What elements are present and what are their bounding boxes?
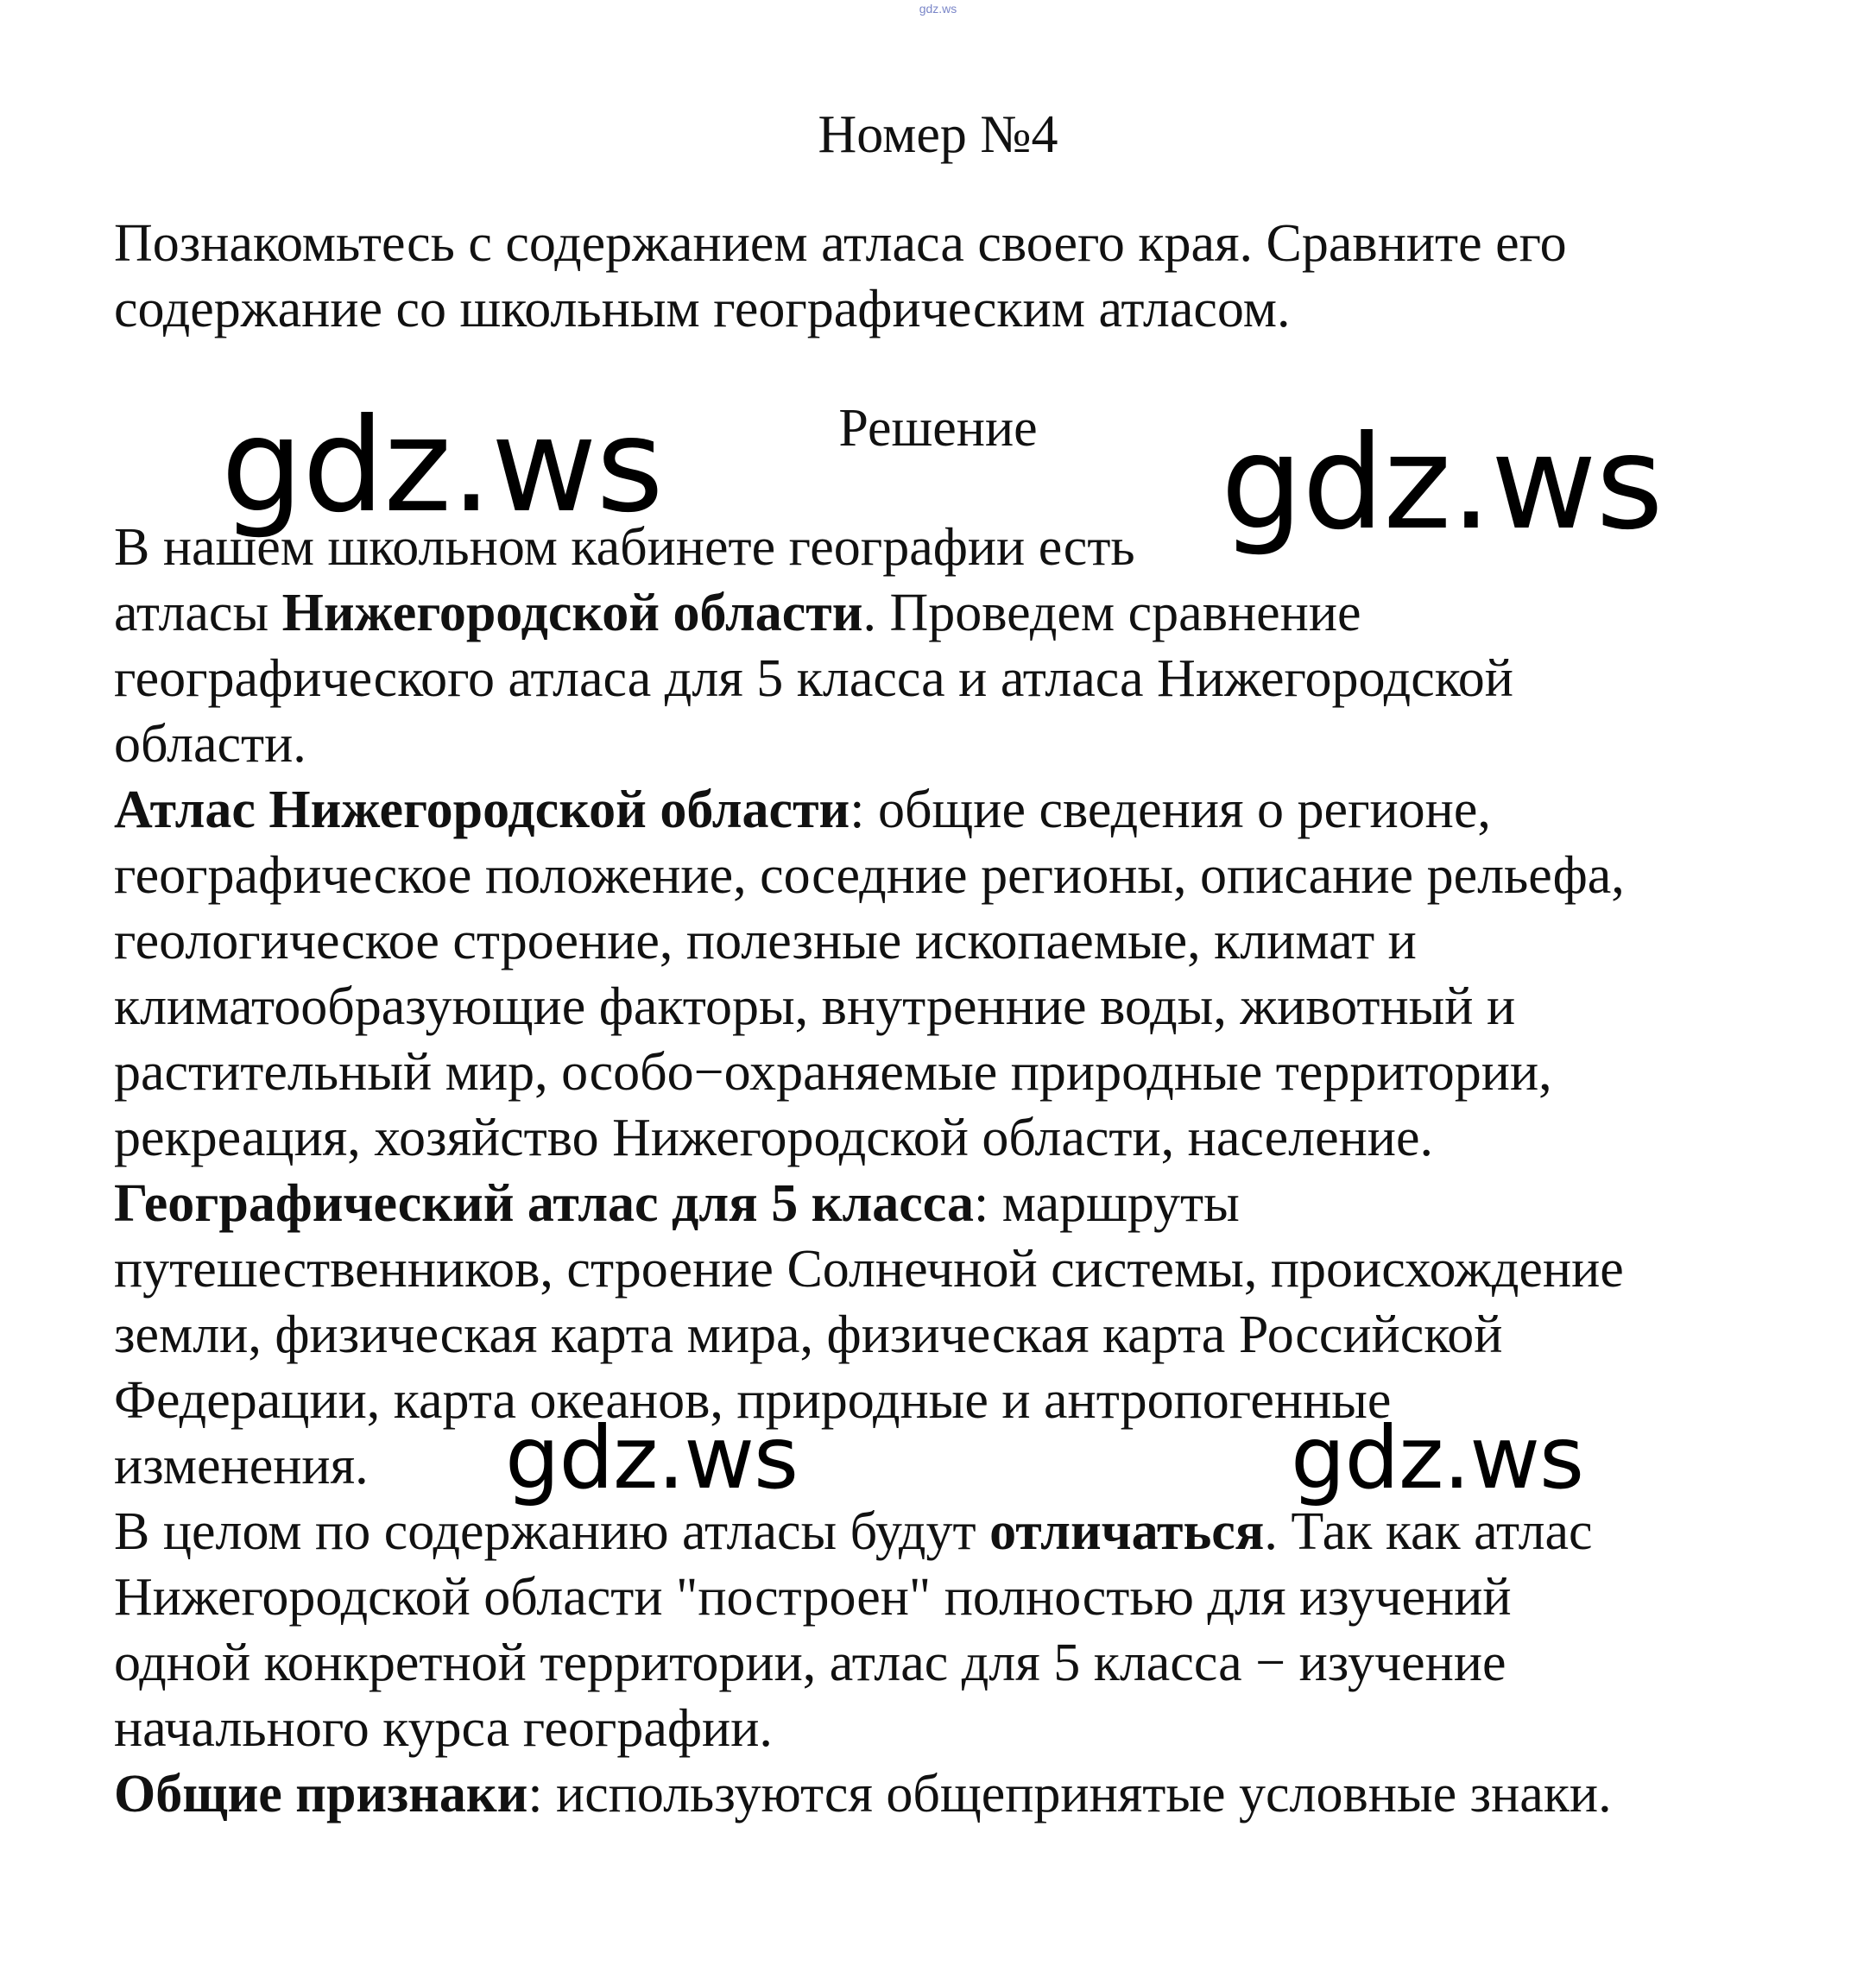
text-run: В целом по содержанию атласы будут [114, 1502, 990, 1561]
watermark: gdz.ws [505, 1407, 799, 1508]
watermark: gdz.ws [221, 391, 663, 541]
solution-heading: Решение [838, 399, 1038, 458]
answer-line: изменения. [114, 1437, 369, 1495]
answer-line: растительный мир, особо−охраняемые природные территории, [114, 1043, 1552, 1102]
text-run: атласы [114, 584, 282, 642]
page-title: Номер №4 [818, 105, 1058, 164]
watermark: gdz.ws [1221, 408, 1663, 559]
answer-line: начального курса географии. [114, 1699, 773, 1758]
text-run: . Проведем сравнение [862, 584, 1361, 642]
text-run: : общие сведения о регионе, [850, 781, 1491, 839]
answer-line: климатообразующие факторы, внутренние воды, животный и [114, 977, 1516, 1036]
text-run: : используются общепринятые условные знаки. [527, 1765, 1612, 1823]
bold-term: отличаться [989, 1502, 1265, 1561]
answer-line [114, 580, 1780, 646]
bold-term: Атлас Нижегородской области [114, 781, 850, 839]
top-watermark-text: gdz.ws [919, 2, 957, 16]
answer-line: Федерации, карта океанов, природные и антропогенные [114, 1371, 1392, 1430]
answer-line: Нижегородской области "построен" полностью для изучений [114, 1568, 1512, 1627]
answer-line [114, 777, 1780, 843]
answer-line: В нашем школьном кабинете географии есть [114, 518, 1135, 577]
bold-term: Нижегородской области [281, 584, 863, 642]
watermark: gdz.ws [1291, 1407, 1584, 1508]
answer-line: земли, физическая карта мира, физическая карта Российской [114, 1305, 1503, 1364]
answer-line: геологическое строение, полезные ископаемые, климат и [114, 912, 1417, 970]
answer-line: географическое положение, соседние регионы, описание рельефа, [114, 846, 1625, 905]
bold-term: Общие признаки [114, 1765, 528, 1823]
answer-line: одной конкретной территории, атлас для 5 класса − изучение [114, 1634, 1506, 1692]
task-text [114, 211, 1780, 342]
answer-text [114, 515, 1780, 1827]
answer-line: географического атласа для 5 класса и атласа Нижегородской [114, 649, 1513, 708]
bold-term: Географический атлас для 5 класса [114, 1174, 975, 1233]
text-run: : маршруты [974, 1174, 1240, 1233]
answer-line: рекреация, хозяйство Нижегородской области, население. [114, 1109, 1433, 1167]
task-line: содержание со школьным географическим атласом. [114, 280, 1291, 338]
answer-line [114, 1171, 1780, 1236]
answer-line: путешественников, строение Солнечной системы, происхождение [114, 1240, 1624, 1299]
answer-line [114, 1761, 1780, 1827]
text-run: . Так как атлас [1264, 1502, 1593, 1561]
answer-line: области. [114, 715, 306, 774]
task-line: Познакомьтесь с содержанием атласа своего края. Сравните его [114, 214, 1567, 273]
